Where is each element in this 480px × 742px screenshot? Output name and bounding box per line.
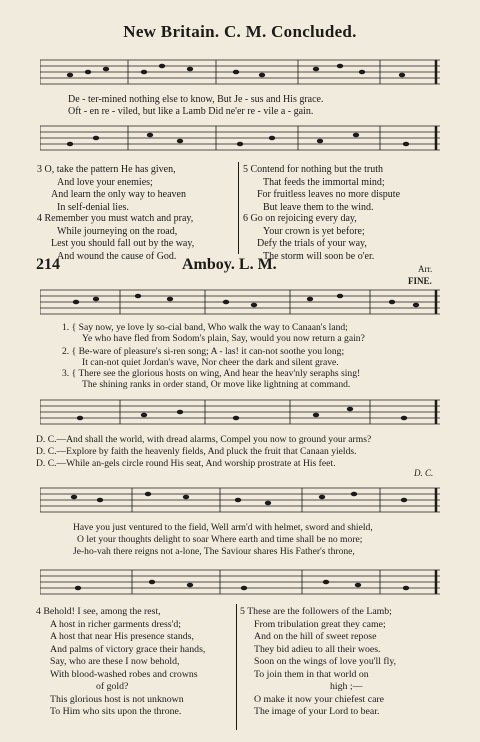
stanza-line: Say now, ye love ly so-cial band, Who walk the way to Canaan's land; [78, 322, 348, 333]
stanza-line: It can-not quiet Jordan's wave, Nor cheer the dark and silent grave. [82, 357, 339, 368]
verse-line: In self-denial lies. [57, 201, 129, 213]
verse-line: For fruitless leaves no more dispute [257, 189, 401, 200]
verse-line: To Him who sits upon the throne. [50, 706, 182, 717]
stanza-1: 1. { Say now, ye love ly so-cial band, Who walk the way to Canaan's land; Ye who have fled from Sodom's plain, Say, would you now return a gain? [62, 322, 365, 344]
verse-number: 3 [37, 164, 42, 175]
verse-line: of gold? [96, 681, 129, 692]
music-staff [40, 562, 440, 600]
music-staff [40, 282, 440, 320]
verse-line: O, take the pattern He has given, [44, 164, 176, 175]
verse-line: While journeying on the road, [57, 225, 178, 237]
music-staff [40, 480, 440, 518]
verse-number: 4 [36, 606, 41, 617]
hymn-title: Amboy. L. M. [182, 256, 277, 273]
stanza-line: There see the glorious hosts on wing, And hear the heav'nly seraphs sing! [78, 368, 361, 379]
verse-line: This glorious host is not unknown [50, 693, 184, 705]
dc-lines [36, 434, 371, 470]
verse-line: To join them in that world on [254, 668, 369, 680]
stanza-number: 1. [62, 322, 70, 333]
verse-3 [37, 164, 186, 214]
stanza-number: 3. [62, 368, 70, 379]
verse-line: Contend for nothing but the truth [250, 164, 383, 175]
verse-4-final [36, 606, 205, 719]
verse-line: high ;— [330, 681, 363, 692]
hymn-number: 214 [36, 256, 60, 273]
lyric-line: O let your thoughts delight to soar Where earth and time shall be no more; [77, 534, 363, 545]
verse-line: That feeds the immortal mind; [263, 176, 385, 188]
verse-5-final [240, 606, 396, 719]
verse-line: Say, who are these I now behold, [50, 656, 180, 667]
verse-line: Your crown is yet before; [263, 225, 365, 237]
verse-number: 4 [37, 213, 42, 224]
verse-4 [37, 213, 194, 263]
verse-number: 5 [240, 606, 245, 617]
fine-mark: FINE. [408, 276, 432, 286]
stanza-2: 2. { Be-ware of pleasure's si-ren song; A - las! it can-not soothe you long; It can-not quiet Jordan's wave, Nor cheer the dark and silent grave. [62, 346, 345, 368]
verse-line: And on the hill of sweet repose [254, 631, 377, 642]
verse-line: Soon on the wings of love you'll fly, [254, 656, 397, 667]
verse-line: O make it now your chiefest care [254, 693, 385, 705]
verse-line: Defy the trials of your way, [257, 238, 367, 249]
stanza-line: Ye who have fled from Sodom's plain, Say, would you now return a gain? [82, 333, 365, 344]
upper-lyric-line-1: De - ter-mined nothing else to know, But Je - sus and His grace. [68, 94, 324, 105]
verse-line: The image of your Lord to bear. [254, 706, 380, 717]
verse-line: And love your enemies; [57, 176, 153, 188]
verse-line: The storm will soon be o'er. [263, 250, 375, 262]
column-divider [236, 604, 237, 730]
dc-mark: D. C. [414, 468, 434, 478]
upper-lyric-line-2: Oft - en re - viled, but like a Lamb Did ne'er re - vile a - gain. [68, 106, 314, 117]
lower-lyrics [73, 522, 373, 558]
dc-line: D. C.—And shall the world, with dread alarms, Compel you now to ground your arms? [36, 434, 372, 445]
verse-number: 5 [243, 164, 248, 175]
dc-line: D. C.—While an-gels circle round His seat, And worship prostrate at His feet. [36, 458, 336, 469]
verse-line: But leave them to the wind. [263, 201, 374, 213]
verse-line: A host that near His presence stands, [50, 631, 194, 642]
lyric-line: Have you just ventured to the field, Well arm'd with helmet, sword and shield, [73, 522, 373, 533]
stanza-line: The shining ranks in order stand, Or move like lightning at command. [82, 379, 351, 390]
column-divider [238, 162, 239, 254]
arranger-credit: Arr. [418, 264, 433, 274]
stanza-number: 2. [62, 346, 70, 357]
verse-line: And learn the only way to heaven [51, 189, 186, 200]
verse-line: They bid adieu to all their woes. [254, 643, 381, 655]
stanza-line: Be-ware of pleasure's si-ren song; A - las! it can-not soothe you long; [78, 346, 345, 357]
music-staff [40, 392, 440, 430]
verse-number: 6 [243, 213, 248, 224]
verse-line: A host in richer garments dress'd; [50, 618, 182, 630]
verse-line: And palms of victory grace their hands, [50, 643, 206, 655]
hymn-title: New Britain. C. M. Concluded. [123, 22, 357, 41]
verse-5 [243, 164, 400, 214]
verse-line: And wound the cause of God. [57, 250, 177, 262]
verse-line: These are the followers of the Lamb; [247, 606, 392, 617]
verse-line: Behold! I see, among the rest, [43, 606, 161, 617]
dc-line: D. C.—Explore by faith the heavenly fields, And pluck the fruit that Canaan yields. [36, 446, 357, 457]
stanza-3: 3. { There see the glorious hosts on wing, And hear the heav'nly seraphs sing! The shining ranks in order stand, Or move like lightning at command. [62, 368, 361, 390]
lyric-line: Je-ho-vah there reigns not a-lone, The Saviour shares His Father's throne, [73, 546, 355, 557]
verse-line: From tribulation great they came; [254, 618, 386, 630]
music-staff [40, 118, 440, 156]
verse-line: With blood-washed robes and crowns [50, 668, 198, 680]
verse-line: Lest you should fall out by the way, [51, 238, 195, 249]
verse-line: Remember you must watch and pray, [44, 213, 194, 224]
verse-line: Go on rejoicing every day, [250, 213, 357, 224]
music-staff [40, 52, 440, 90]
